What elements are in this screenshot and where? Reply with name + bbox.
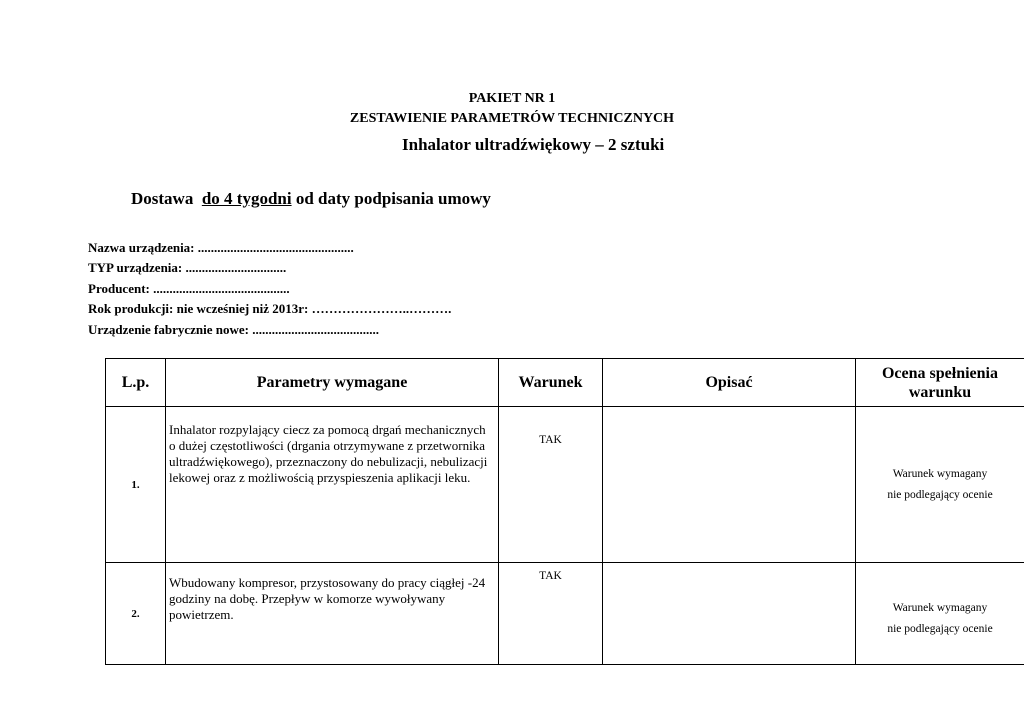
factory-new-field: Urządzenie fabrycznie nowe: ....................................... (88, 321, 380, 337)
document-title: ZESTAWIENIE PARAMETRÓW TECHNICZNYCH (349, 111, 675, 126)
row-number: 2. (106, 563, 166, 665)
product-title: Inhalator ultradźwiękowy – 2 sztuki (402, 135, 665, 154)
row-parameter: Inhalator rozpylający ciecz za pomocą drgań mechanicznych o dużej częstotliwości (drgania otrzymywane z przetwornika ultradźwiękowego), przeznaczony do nebulizacji, nebulizacji lekowej oraz z możliwością przyspieszenia aplikacji leku. (166, 407, 499, 563)
rating-line2: nie podlegający ocenie (887, 622, 993, 635)
header-rating: Ocena spełnienia warunku (856, 359, 1024, 407)
package-number: PAKIET NR 1 (468, 91, 556, 106)
table-row (106, 407, 1024, 563)
row-condition: TAK (499, 407, 603, 563)
row-rating (856, 563, 1024, 665)
table-header-row (106, 359, 1024, 407)
header-describe: Opisać (603, 359, 856, 407)
delivery-terms (131, 189, 491, 209)
rating-line1: Warunek wymagany (892, 467, 988, 480)
production-year-field: Rok produkcji: nie wcześniej niż 2013r: …………………..………. (88, 301, 452, 317)
delivery-suffix: od daty podpisania umowy (295, 189, 491, 208)
rating-line1: Warunek wymagany (892, 601, 988, 614)
row-parameter: Wbudowany kompresor, przystosowany do pracy ciągłej -24 godziny na dobę. Przepływ w komorze wywoływany powietrzem. (166, 563, 499, 665)
rating-line2: nie podlegający ocenie (887, 488, 993, 501)
row-condition: TAK (499, 563, 603, 665)
row-describe-cell[interactable] (603, 563, 856, 665)
manufacturer-field: Producent: .......................................... (88, 280, 290, 296)
header-parameters: Parametry wymagane (166, 359, 499, 407)
header-condition: Warunek (499, 359, 603, 407)
header-lp: L.p. (106, 359, 166, 407)
row-number: 1. (106, 407, 166, 563)
specification-table (105, 358, 1024, 665)
table-row (106, 563, 1024, 665)
delivery-deadline: do 4 tygodni (201, 189, 292, 208)
row-rating (856, 407, 1024, 563)
device-type-field: TYP urządzenia: ............................... (88, 260, 287, 276)
device-name-field: Nazwa urządzenia: ................................................ (88, 240, 354, 255)
delivery-prefix: Dostawa (131, 189, 194, 208)
row-describe-cell[interactable] (603, 407, 856, 563)
device-info-fields (88, 238, 451, 340)
